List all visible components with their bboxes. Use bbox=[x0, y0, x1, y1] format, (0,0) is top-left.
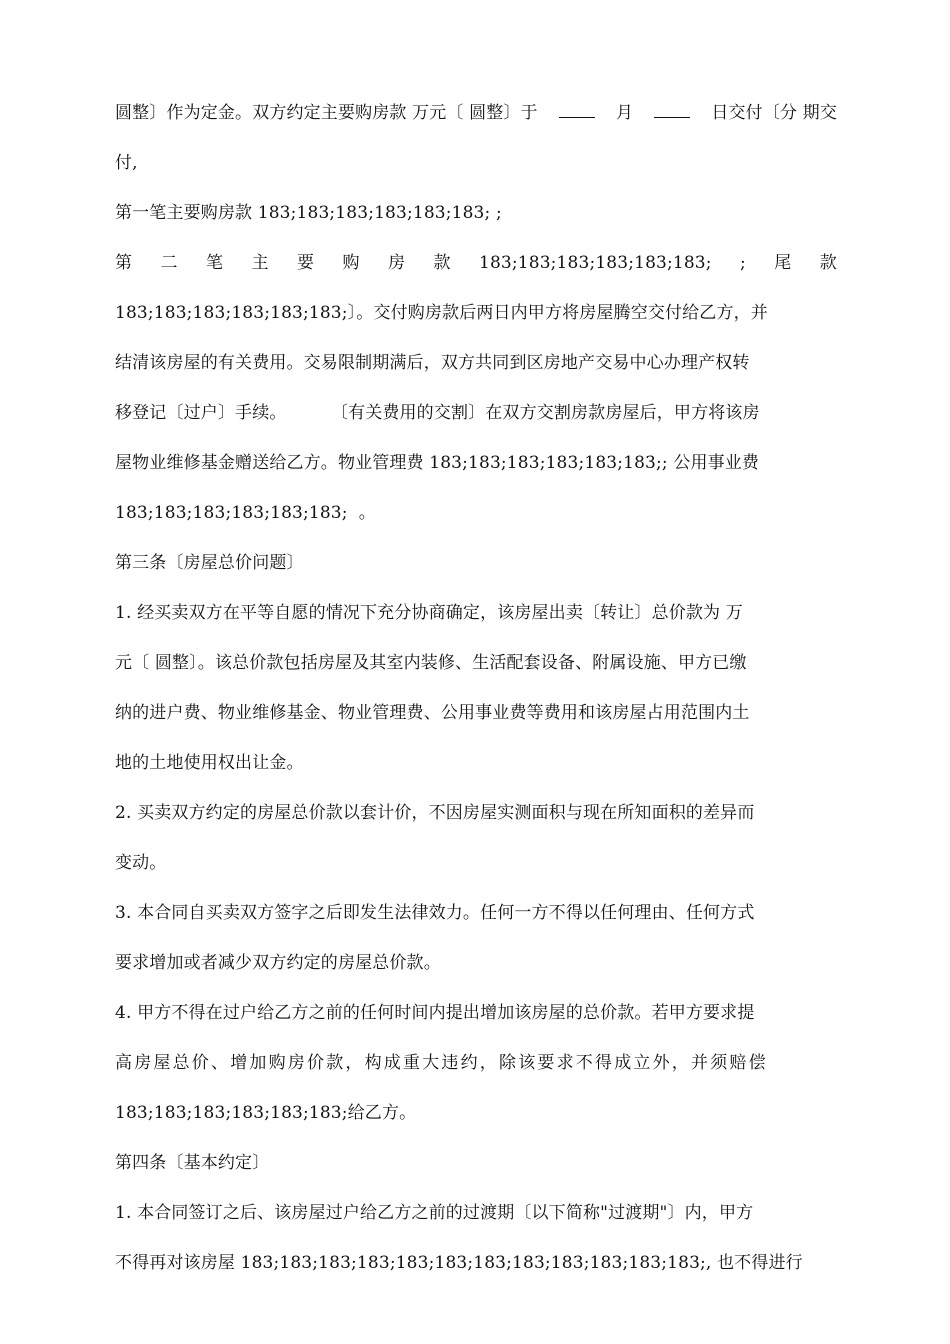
text-line-1 bbox=[115, 98, 837, 128]
text-line-9: 183;183;183;183;183;183; 。 bbox=[115, 503, 376, 523]
text-line-5: 183;183;183;183;183;183;〕。交付购房款后两日内甲方将房屋腾空交付给乙方，并 bbox=[115, 303, 768, 323]
text-line-2: 付, bbox=[115, 153, 138, 173]
text-line-19: 4. 甲方不得在过户给乙方之前的任何时间内提出增加该房屋的总价款。若甲方要求提 bbox=[115, 1003, 755, 1023]
word: 款 bbox=[433, 253, 451, 273]
section-heading-3: 第三条〔房屋总价问题〕 bbox=[115, 553, 304, 573]
text-line-8: 屋物业维修基金赠送给乙方。物业管理费 183;183;183;183;183;183;; 公用事业费 bbox=[115, 453, 760, 473]
text-line-14: 地的土地使用权出让金。 bbox=[115, 753, 304, 773]
word: 笔 bbox=[206, 253, 224, 273]
text-line-17: 3. 本合同自买卖双方签字之后即发生法律效力。任何一方不得以任何理由、任何方式 bbox=[115, 903, 755, 923]
blank-month bbox=[558, 98, 596, 128]
text-line-20: 高房屋总价、增加购房价款，构成重大违约，除该要求不得成立外，并须赔偿 bbox=[115, 1053, 768, 1073]
line-1-part-b: 月 bbox=[615, 103, 634, 123]
text-line-6: 结清该房屋的有关费用。交易限制期满后，双方共同到区房地产交易中心办理产权转 bbox=[115, 353, 750, 373]
word: 第 bbox=[115, 253, 133, 273]
line-1-part-a: 圆整〕作为定金。双方约定主要购房款 万元〔 圆整〕于 bbox=[115, 103, 538, 123]
line-1-part-c: 日交付〔分 期交 bbox=[711, 103, 837, 123]
word: 主 bbox=[251, 253, 269, 273]
blank-day bbox=[653, 98, 691, 128]
word: ; bbox=[740, 253, 746, 273]
text-line-18: 要求增加或者减少双方约定的房屋总价款。 bbox=[115, 953, 441, 973]
text-line-13: 纳的进户费、物业维修基金、物业管理费、公用事业费等费用和该房屋占用范围内土 bbox=[115, 703, 750, 723]
text-line-21: 183;183;183;183;183;183;给乙方。 bbox=[115, 1103, 417, 1123]
word: 要 bbox=[297, 253, 315, 273]
text-line-24: 不得再对该房屋 183;183;183;183;183;183;183;183;183;183;183;183;, 也不得进行 bbox=[115, 1253, 803, 1273]
word: 二 bbox=[160, 253, 178, 273]
text-line-11: 1. 经买卖双方在平等自愿的情况下充分协商确定，该房屋出卖〔转让〕总价款为 万 bbox=[115, 603, 743, 623]
text-line-7: 移登记〔过户〕手续。 〔有关费用的交割〕在双方交割房款房屋后，甲方将该房 bbox=[115, 403, 760, 423]
section-heading-4: 第四条〔基本约定〕 bbox=[115, 1153, 270, 1173]
text-line-23: 1. 本合同签订之后、该房屋过户给乙方之前的过渡期〔以下简称"过渡期"〕内，甲方 bbox=[115, 1203, 754, 1223]
text-line-4 bbox=[115, 248, 837, 278]
word: 房 bbox=[388, 253, 406, 273]
text-line-16: 变动。 bbox=[115, 853, 167, 873]
word: 款 bbox=[819, 253, 837, 273]
word: 购 bbox=[342, 253, 360, 273]
text-line-15: 2. 买卖双方约定的房屋总价款以套计价，不因房屋实测面积与现在所知面积的差异而 bbox=[115, 803, 755, 823]
text-line-12: 元〔 圆整〕。该总价款包括房屋及其室内装修、生活配套设备、附属设施、甲方已缴 bbox=[115, 653, 747, 673]
word: 尾 bbox=[774, 253, 792, 273]
text-line-3: 第一笔主要购房款 183;183;183;183;183;183; ; bbox=[115, 203, 502, 223]
word: 183;183;183;183;183;183; bbox=[479, 253, 712, 273]
